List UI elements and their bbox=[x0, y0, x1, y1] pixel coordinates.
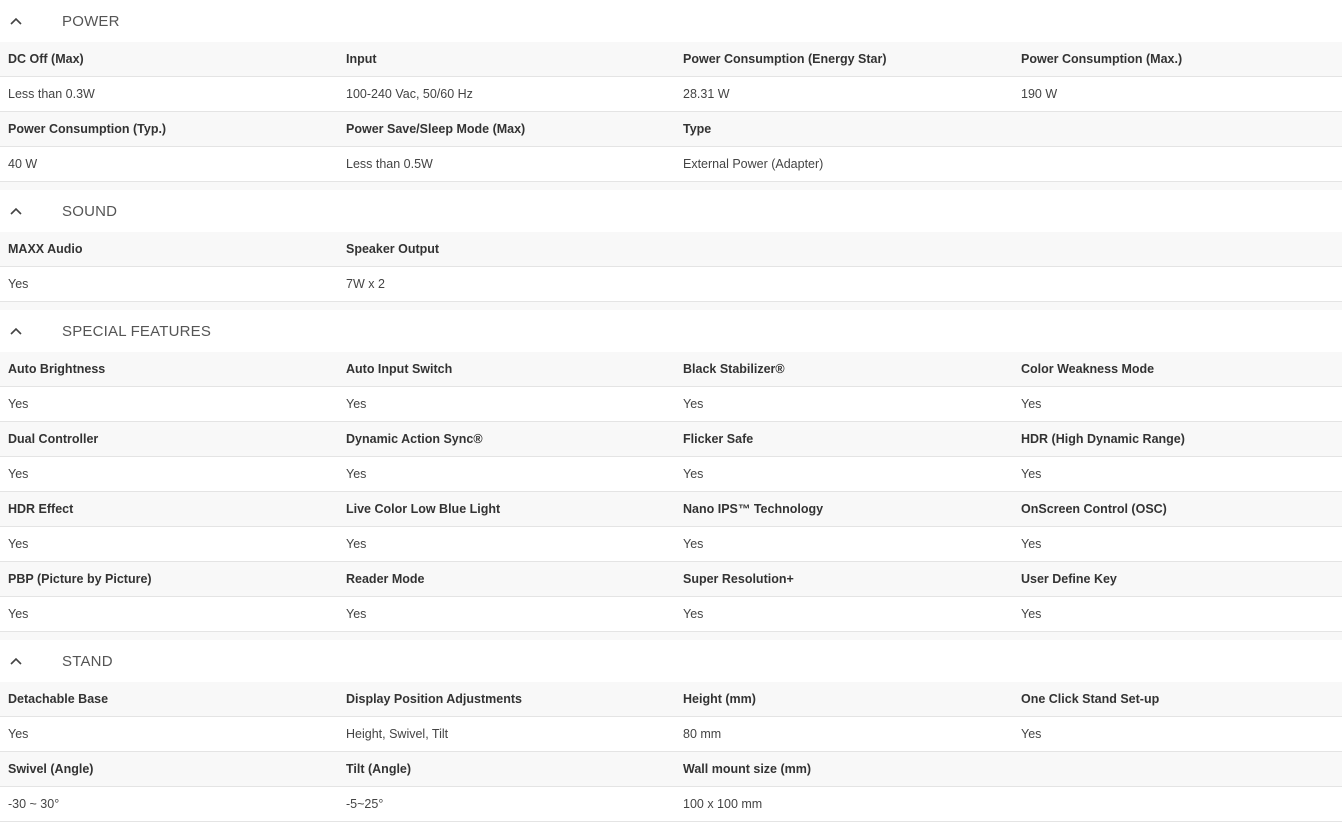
section-sound bbox=[0, 190, 1342, 310]
spec-value: Less than 0.5W bbox=[346, 157, 433, 171]
spec-value-row bbox=[0, 457, 1342, 492]
spec-label: Auto Brightness bbox=[8, 362, 106, 376]
section-special-features bbox=[0, 310, 1342, 640]
spec-value-row bbox=[0, 717, 1342, 752]
spec-label: Black Stabilizer® bbox=[683, 362, 785, 376]
spec-label-row bbox=[0, 492, 1342, 527]
spec-label: Input bbox=[346, 52, 377, 66]
spec-label: Reader Mode bbox=[346, 572, 425, 586]
section-power bbox=[0, 0, 1342, 190]
spec-label: MAXX Audio bbox=[8, 242, 83, 256]
spec-label: Power Consumption (Max.) bbox=[1021, 52, 1183, 66]
section-title: SOUND bbox=[62, 202, 118, 220]
chevron-up-icon[interactable] bbox=[8, 653, 24, 669]
spec-label: Live Color Low Blue Light bbox=[346, 502, 501, 516]
spec-label: PBP (Picture by Picture) bbox=[8, 572, 152, 586]
spec-label: Power Consumption (Energy Star) bbox=[683, 52, 887, 66]
spec-label: HDR Effect bbox=[8, 502, 74, 516]
spec-value: External Power (Adapter) bbox=[683, 157, 824, 171]
spec-value: Yes bbox=[683, 537, 704, 551]
section-divider bbox=[0, 182, 1342, 190]
spec-value: Yes bbox=[8, 537, 29, 551]
spec-value: Yes bbox=[346, 537, 367, 551]
chevron-up-icon[interactable] bbox=[8, 203, 24, 219]
spec-label-row bbox=[0, 752, 1342, 787]
spec-label: Wall mount size (mm) bbox=[683, 762, 812, 776]
spec-label: One Click Stand Set-up bbox=[1021, 692, 1160, 706]
spec-value: Yes bbox=[1021, 607, 1042, 621]
spec-label-row bbox=[0, 352, 1342, 387]
spec-label-row bbox=[0, 682, 1342, 717]
spec-value: Yes bbox=[8, 397, 29, 411]
spec-label-row bbox=[0, 562, 1342, 597]
spec-label: DC Off (Max) bbox=[8, 52, 84, 66]
spec-label: Swivel (Angle) bbox=[8, 762, 94, 776]
spec-value: 100 x 100 mm bbox=[683, 797, 763, 811]
spec-label: OnScreen Control (OSC) bbox=[1021, 502, 1167, 516]
spec-value: -5~25° bbox=[346, 797, 384, 811]
spec-value-row bbox=[0, 597, 1342, 632]
spec-value: Yes bbox=[683, 467, 704, 481]
spec-value: 40 W bbox=[8, 157, 38, 171]
spec-value: Yes bbox=[8, 277, 29, 291]
section-header-sound[interactable] bbox=[0, 190, 1342, 232]
spec-label: Power Consumption (Typ.) bbox=[8, 122, 167, 136]
spec-value: -30 ~ 30° bbox=[8, 797, 60, 811]
spec-value-row bbox=[0, 387, 1342, 422]
spec-label: Detachable Base bbox=[8, 692, 109, 706]
spec-value: 100-240 Vac, 50/60 Hz bbox=[346, 87, 473, 101]
spec-value: Yes bbox=[8, 727, 29, 741]
spec-value: 190 W bbox=[1021, 87, 1058, 101]
spec-label: Dual Controller bbox=[8, 432, 99, 446]
section-title: STAND bbox=[62, 652, 113, 670]
chevron-up-icon[interactable] bbox=[8, 13, 24, 29]
spec-value: Yes bbox=[1021, 397, 1042, 411]
spec-label: Type bbox=[683, 122, 712, 136]
spec-value: Yes bbox=[346, 607, 367, 621]
spec-label: Height (mm) bbox=[683, 692, 756, 706]
section-title: SPECIAL FEATURES bbox=[62, 322, 212, 340]
spec-label: Auto Input Switch bbox=[346, 362, 453, 376]
section-header-power[interactable] bbox=[0, 0, 1342, 42]
spec-label-row bbox=[0, 232, 1342, 267]
spec-value: 28.31 W bbox=[683, 87, 730, 101]
spec-label: Color Weakness Mode bbox=[1021, 362, 1155, 376]
spec-value: Yes bbox=[346, 397, 367, 411]
spec-value-row bbox=[0, 147, 1342, 182]
spec-label: Speaker Output bbox=[346, 242, 440, 256]
section-divider bbox=[0, 302, 1342, 310]
spec-label: Super Resolution+ bbox=[683, 572, 794, 586]
section-header-stand[interactable] bbox=[0, 640, 1342, 682]
section-divider bbox=[0, 632, 1342, 640]
spec-value-row bbox=[0, 787, 1342, 822]
spec-label-row bbox=[0, 422, 1342, 457]
spec-label: Nano IPS™ Technology bbox=[683, 502, 824, 516]
spec-value: 7W x 2 bbox=[346, 277, 385, 291]
spec-value-row bbox=[0, 77, 1342, 112]
spec-value: Yes bbox=[8, 467, 29, 481]
spec-label: User Define Key bbox=[1021, 572, 1117, 586]
spec-value: Height, Swivel, Tilt bbox=[346, 727, 449, 741]
spec-value: Yes bbox=[1021, 467, 1042, 481]
spec-label: Display Position Adjustments bbox=[346, 692, 522, 706]
spec-value: Less than 0.3W bbox=[8, 87, 95, 101]
spec-value: Yes bbox=[8, 607, 29, 621]
spec-label: Flicker Safe bbox=[683, 432, 754, 446]
spec-label-row bbox=[0, 42, 1342, 77]
spec-value: Yes bbox=[346, 467, 367, 481]
spec-label: Power Save/Sleep Mode (Max) bbox=[346, 122, 526, 136]
spec-value-row bbox=[0, 267, 1342, 302]
section-stand bbox=[0, 640, 1342, 822]
spec-value: Yes bbox=[1021, 727, 1042, 741]
spec-value: 80 mm bbox=[683, 727, 722, 741]
spec-value: Yes bbox=[683, 397, 704, 411]
spec-label: Dynamic Action Sync® bbox=[346, 432, 483, 446]
spec-value: Yes bbox=[683, 607, 704, 621]
chevron-up-icon[interactable] bbox=[8, 323, 24, 339]
section-header-special-features[interactable] bbox=[0, 310, 1342, 352]
section-title: POWER bbox=[62, 12, 120, 30]
spec-label: HDR (High Dynamic Range) bbox=[1021, 432, 1185, 446]
spec-label: Tilt (Angle) bbox=[346, 762, 412, 776]
spec-value-row bbox=[0, 527, 1342, 562]
spec-label-row bbox=[0, 112, 1342, 147]
spec-value: Yes bbox=[1021, 537, 1042, 551]
